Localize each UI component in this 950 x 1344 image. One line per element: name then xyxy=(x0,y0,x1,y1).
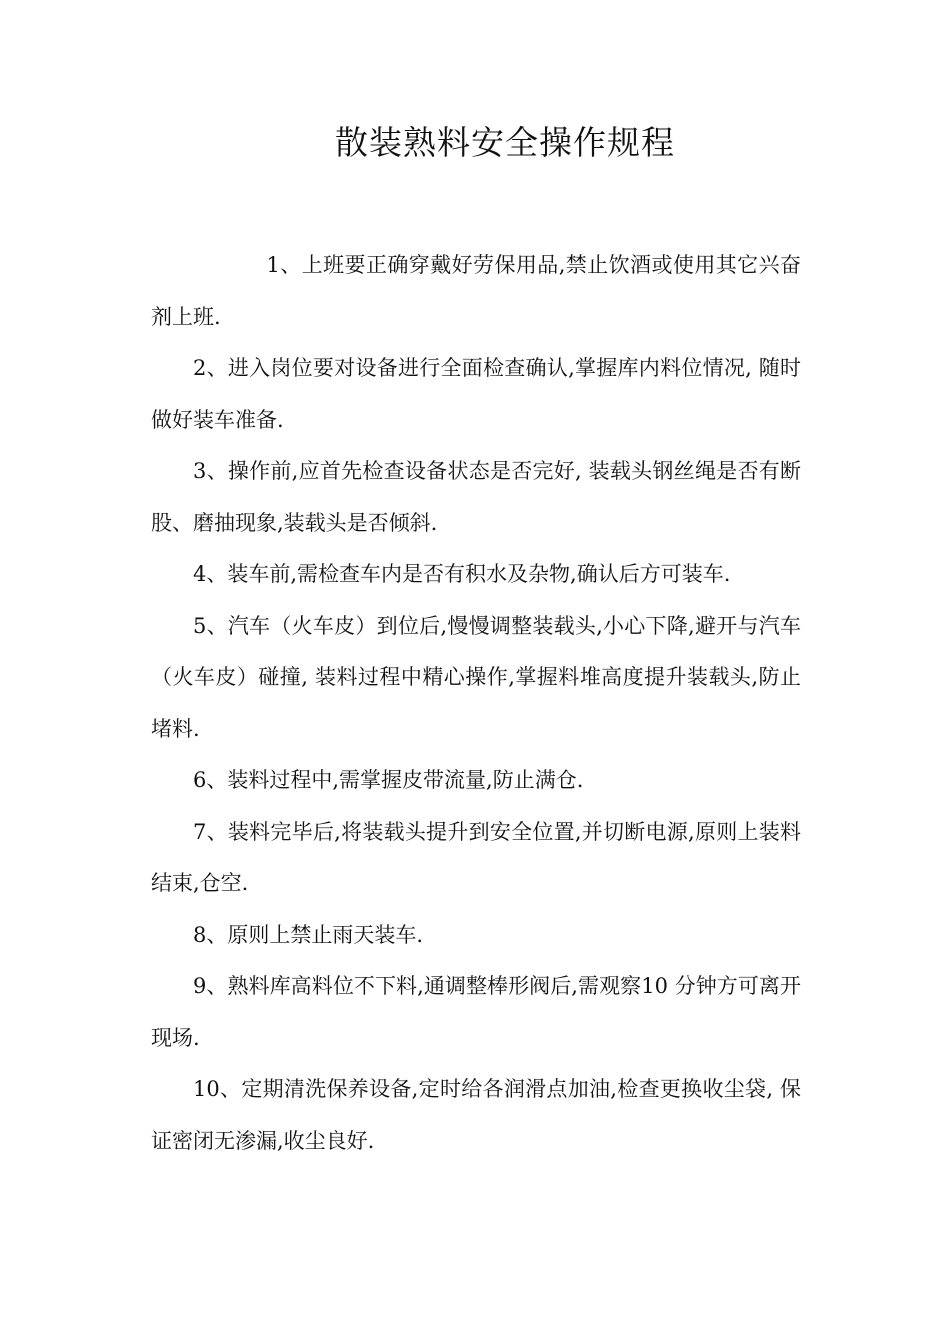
rule-item-9: 9、熟料库高料位不下料,通调整棒形阀后,需观察10 分钟方可离开现场. xyxy=(151,974,801,1050)
rule-item-1: 1、上班要正确穿戴好劳保用品,禁止饮酒或使用其它兴奋剂上班. xyxy=(151,253,801,329)
rule-item-5: 5、汽车（火车皮）到位后,慢慢调整装载头,小心下降,避开与汽车（火车皮）碰撞, 装料过程中精心操作,掌握料堆高度提升装载头,防止堵料. xyxy=(151,613,801,741)
document-title: 散装熟料安全操作规程 xyxy=(335,123,675,162)
rule-item-3: 3、操作前,应首先检查设备状态是否完好, 装载头钢丝绳是否有断股、磨抽现象,装载头是否倾斜. xyxy=(151,459,801,535)
rule-item-8: 8、原则上禁止雨天装车. xyxy=(193,922,424,947)
document-body xyxy=(151,240,801,1167)
rule-item-4: 4、装车前,需检查车内是否有积水及杂物,确认后方可装车. xyxy=(193,562,731,586)
rule-item-10: 10、定期清洗保养设备,定时给各润滑点加油,检查更换收尘袋, 保证密闭无渗漏,收尘良好. xyxy=(151,1077,801,1153)
rule-item-6: 6、装料过程中,需掌握皮带流量,防止满仓. xyxy=(193,768,584,792)
rule-item-2: 2、进入岗位要对设备进行全面检查确认,掌握库内料位情况, 随时做好装车准备. xyxy=(151,356,801,432)
rule-item-7: 7、装料完毕后,将装载头提升到安全位置,并切断电源,原则上装料结束,仓空. xyxy=(151,819,801,895)
